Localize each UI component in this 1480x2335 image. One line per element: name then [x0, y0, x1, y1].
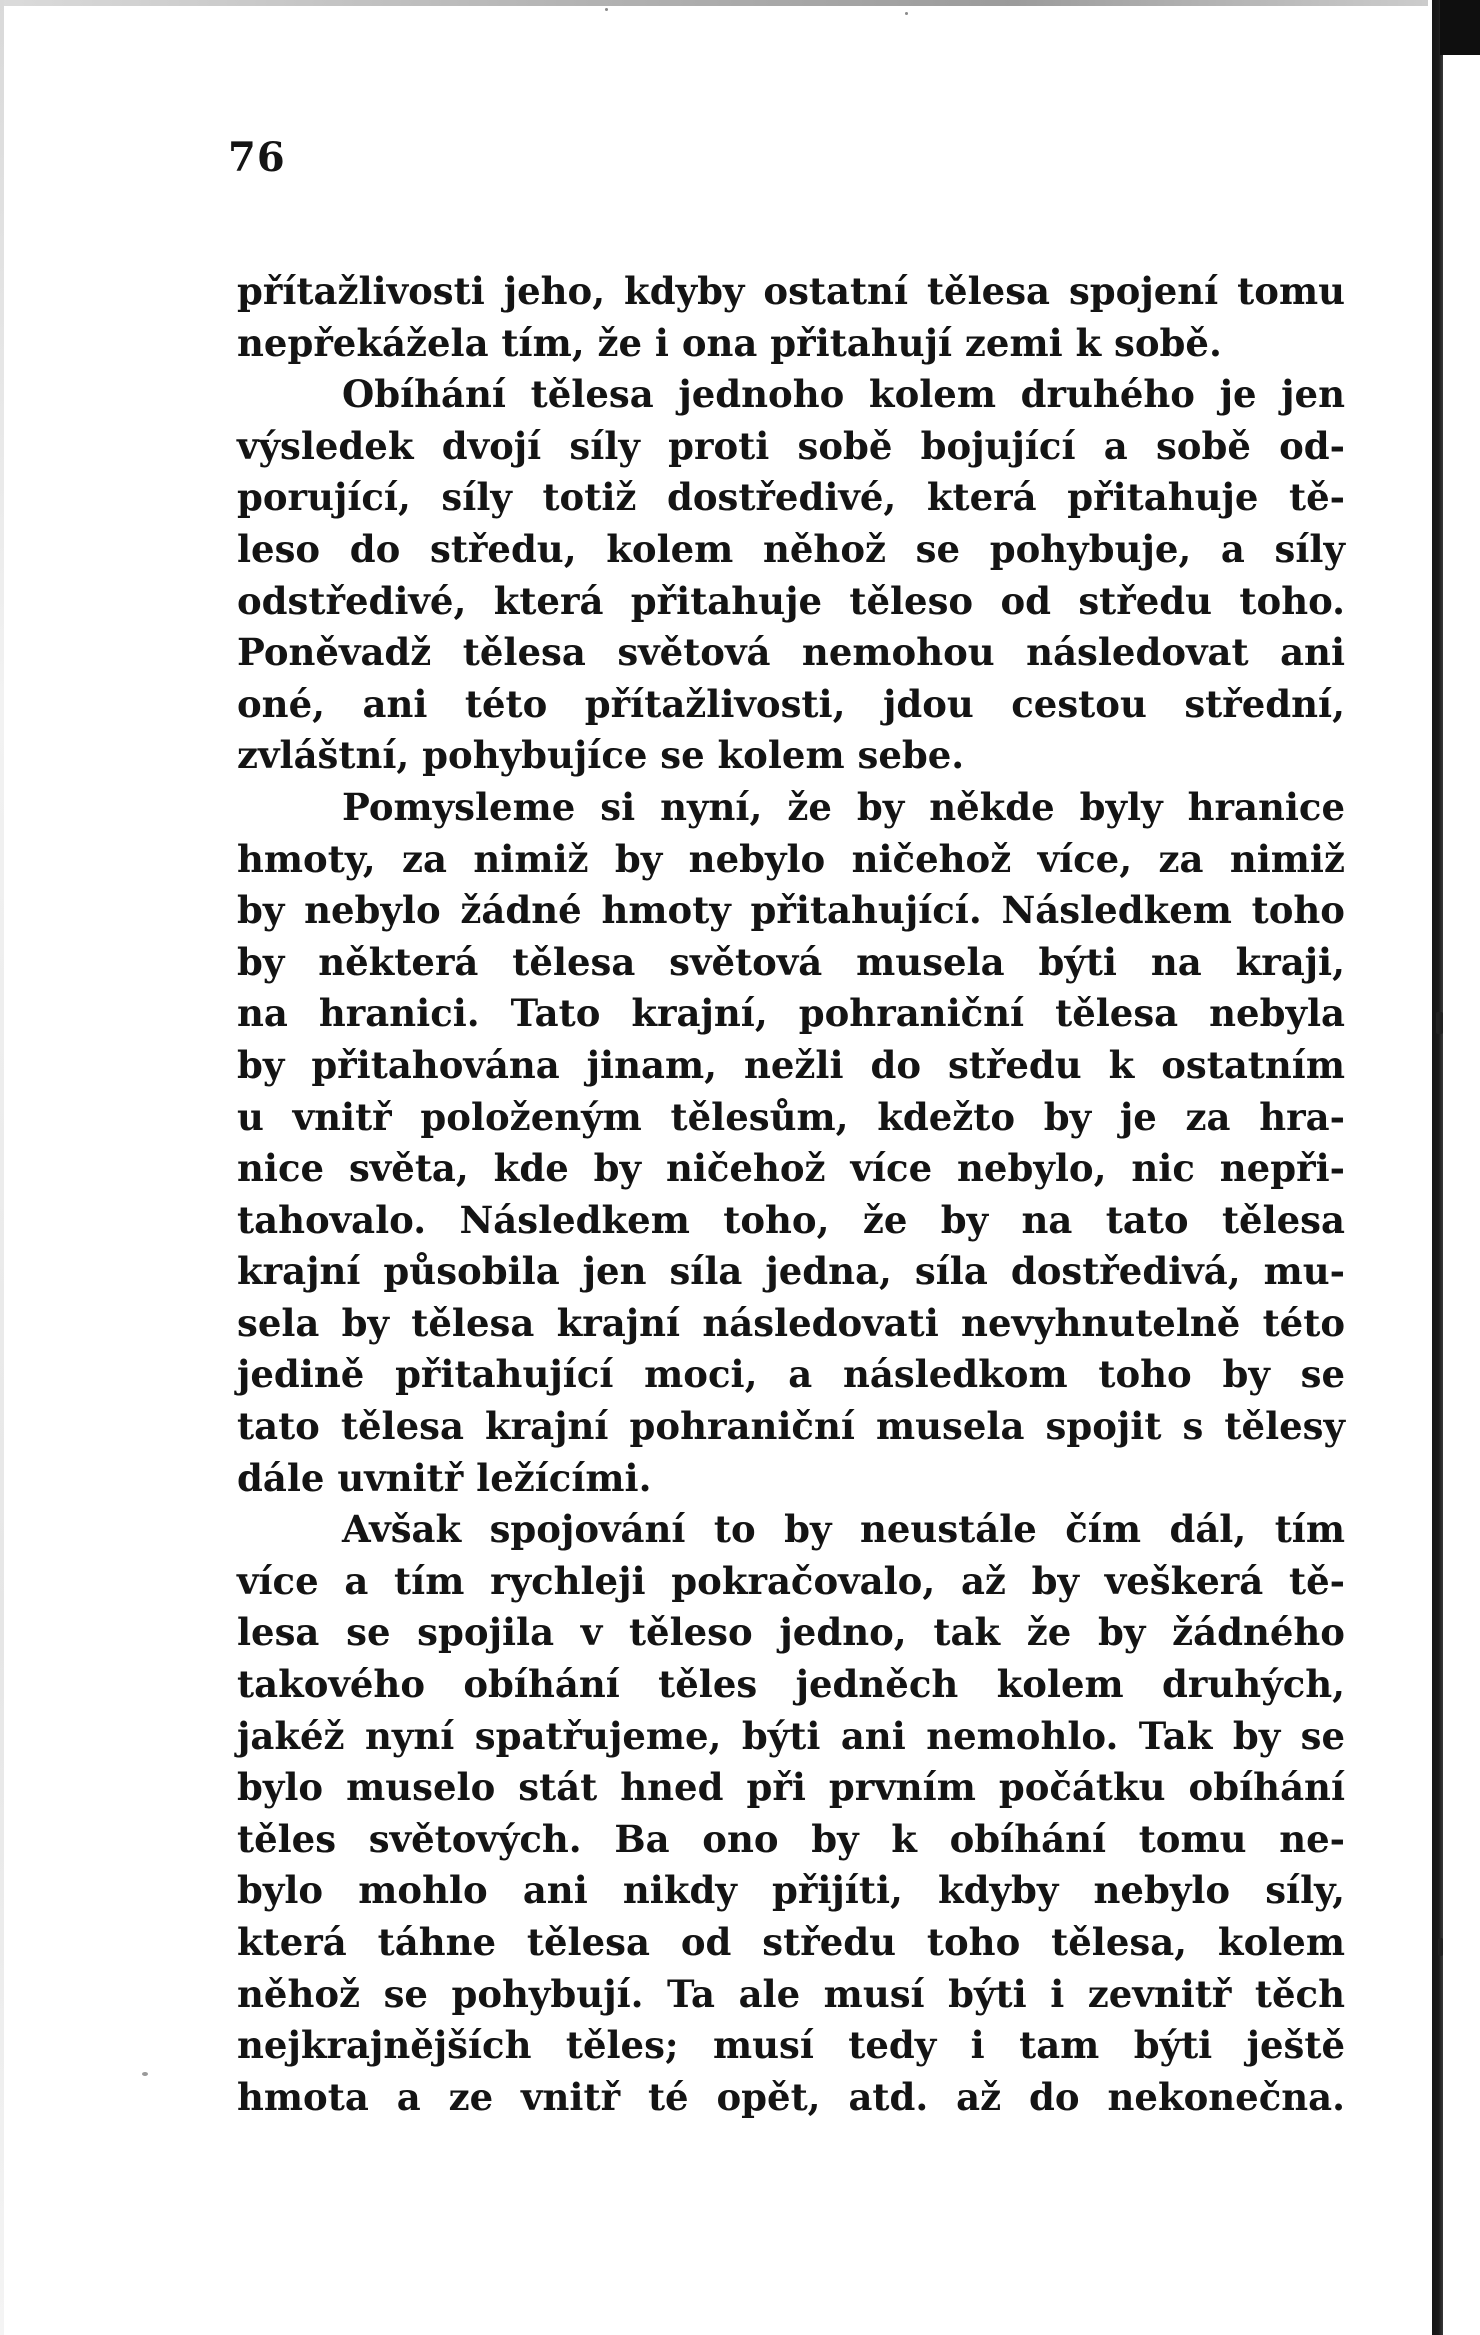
text-line: takového obíhání těles jedněch kolem druhých, — [237, 1662, 1345, 1707]
text-line: by přitahována jinam, nežli do středu k ostatním — [237, 1042, 1345, 1087]
text-line: jakéž nyní spatřujeme, býti ani nemohlo. Tak by se — [237, 1713, 1345, 1758]
scan-speck — [142, 2072, 148, 2076]
text-line: odstředivé, která přitahuje těleso od středu toho. — [237, 578, 1345, 623]
scan-speck — [1436, 1012, 1443, 1034]
text-line: více a tím rychleji pokračovalo, až by veškerá tě- — [237, 1558, 1345, 1603]
text-line: bylo muselo stát hned při prvním počátku obíhání — [237, 1765, 1345, 1810]
text-line: na hranici. Tato krajní, pohraniční tělesa nebyla — [237, 991, 1345, 1036]
text-line: u vnitř položeným tělesům, kdežto by je za hra- — [237, 1094, 1345, 1139]
text-line: nice světa, kde by ničehož více nebylo, nic nepři- — [237, 1146, 1345, 1191]
page-number: 76 — [228, 134, 286, 181]
text-line: by nebylo žádné hmoty přitahující. Následkem toho — [237, 888, 1345, 933]
text-line: sela by tělesa krajní následovati nevyhnutelně této — [237, 1300, 1345, 1345]
text-line: lesa se spojila v těleso jedno, tak že by žádného — [237, 1610, 1345, 1655]
text-line: nepřekážela tím, že i ona přitahují zemi k sobě. — [237, 320, 1222, 365]
text-line: těles světových. Ba ono by k obíhání tomu ne- — [237, 1816, 1345, 1861]
text-line: jedině přitahující moci, a následkom toho by se — [237, 1352, 1345, 1397]
text-line: by některá tělesa světová musela býti na kraji, — [237, 939, 1345, 984]
binding-shadow — [1440, 0, 1480, 55]
text-line: přítažlivosti jeho, kdyby ostatní tělesa spojení tomu — [237, 269, 1345, 313]
text-line: hmoty, za nimiž by nebylo ničehož více, za nimiž — [237, 836, 1345, 881]
scan-top-edge — [0, 0, 1440, 6]
text-line: oné, ani této přítažlivosti, jdou cestou střední, — [237, 681, 1345, 726]
text-line: porující, síly totiž dostředivé, která přitahuje tě- — [237, 475, 1345, 520]
body-text — [237, 266, 1345, 2123]
text-line: Avšak spojování to by neustále čím dál, tím — [342, 1507, 1345, 1552]
scan-speck — [905, 12, 908, 15]
book-binding-edge — [1432, 0, 1443, 2335]
text-line: něhož se pohybují. Ta ale musí býti i zevnitř těch — [237, 1971, 1345, 2016]
text-line: Pomysleme si nyní, že by někde byly hranice — [342, 784, 1345, 829]
text-line: leso do středu, kolem něhož se pohybuje, a síly — [237, 526, 1345, 571]
text-line: bylo mohlo ani nikdy přijíti, kdyby nebylo síly, — [237, 1868, 1345, 1913]
text-line: krajní působila jen síla jedna, síla dostředivá, mu- — [237, 1249, 1345, 1294]
text-line: Obíhání tělesa jednoho kolem druhého je jen — [342, 372, 1345, 417]
text-line: Poněvadž tělesa světová nemohou následovat ani — [237, 630, 1345, 675]
text-line: dále uvnitř ležícími. — [237, 1455, 652, 1500]
scan-left-edge — [0, 0, 4, 2335]
text-line: tahovalo. Následkem toho, že by na tato tělesa — [237, 1197, 1345, 1242]
scan-speck — [605, 8, 608, 11]
text-line: výsledek dvojí síly proti sobě bojující a sobě od- — [237, 423, 1345, 468]
scan-speck — [1438, 1938, 1443, 1956]
text-line: tato tělesa krajní pohraniční musela spojit s tělesy — [237, 1404, 1345, 1449]
text-line: nejkrajnějších těles; musí tedy i tam býti ještě — [237, 2023, 1345, 2068]
text-line: která táhne tělesa od středu toho tělesa, kolem — [237, 1920, 1345, 1964]
text-line: zvláštní, pohybujíce se kolem sebe. — [237, 733, 965, 778]
text-line: hmota a ze vnitř té opět, atd. až do nekonečna. — [237, 2074, 1345, 2119]
